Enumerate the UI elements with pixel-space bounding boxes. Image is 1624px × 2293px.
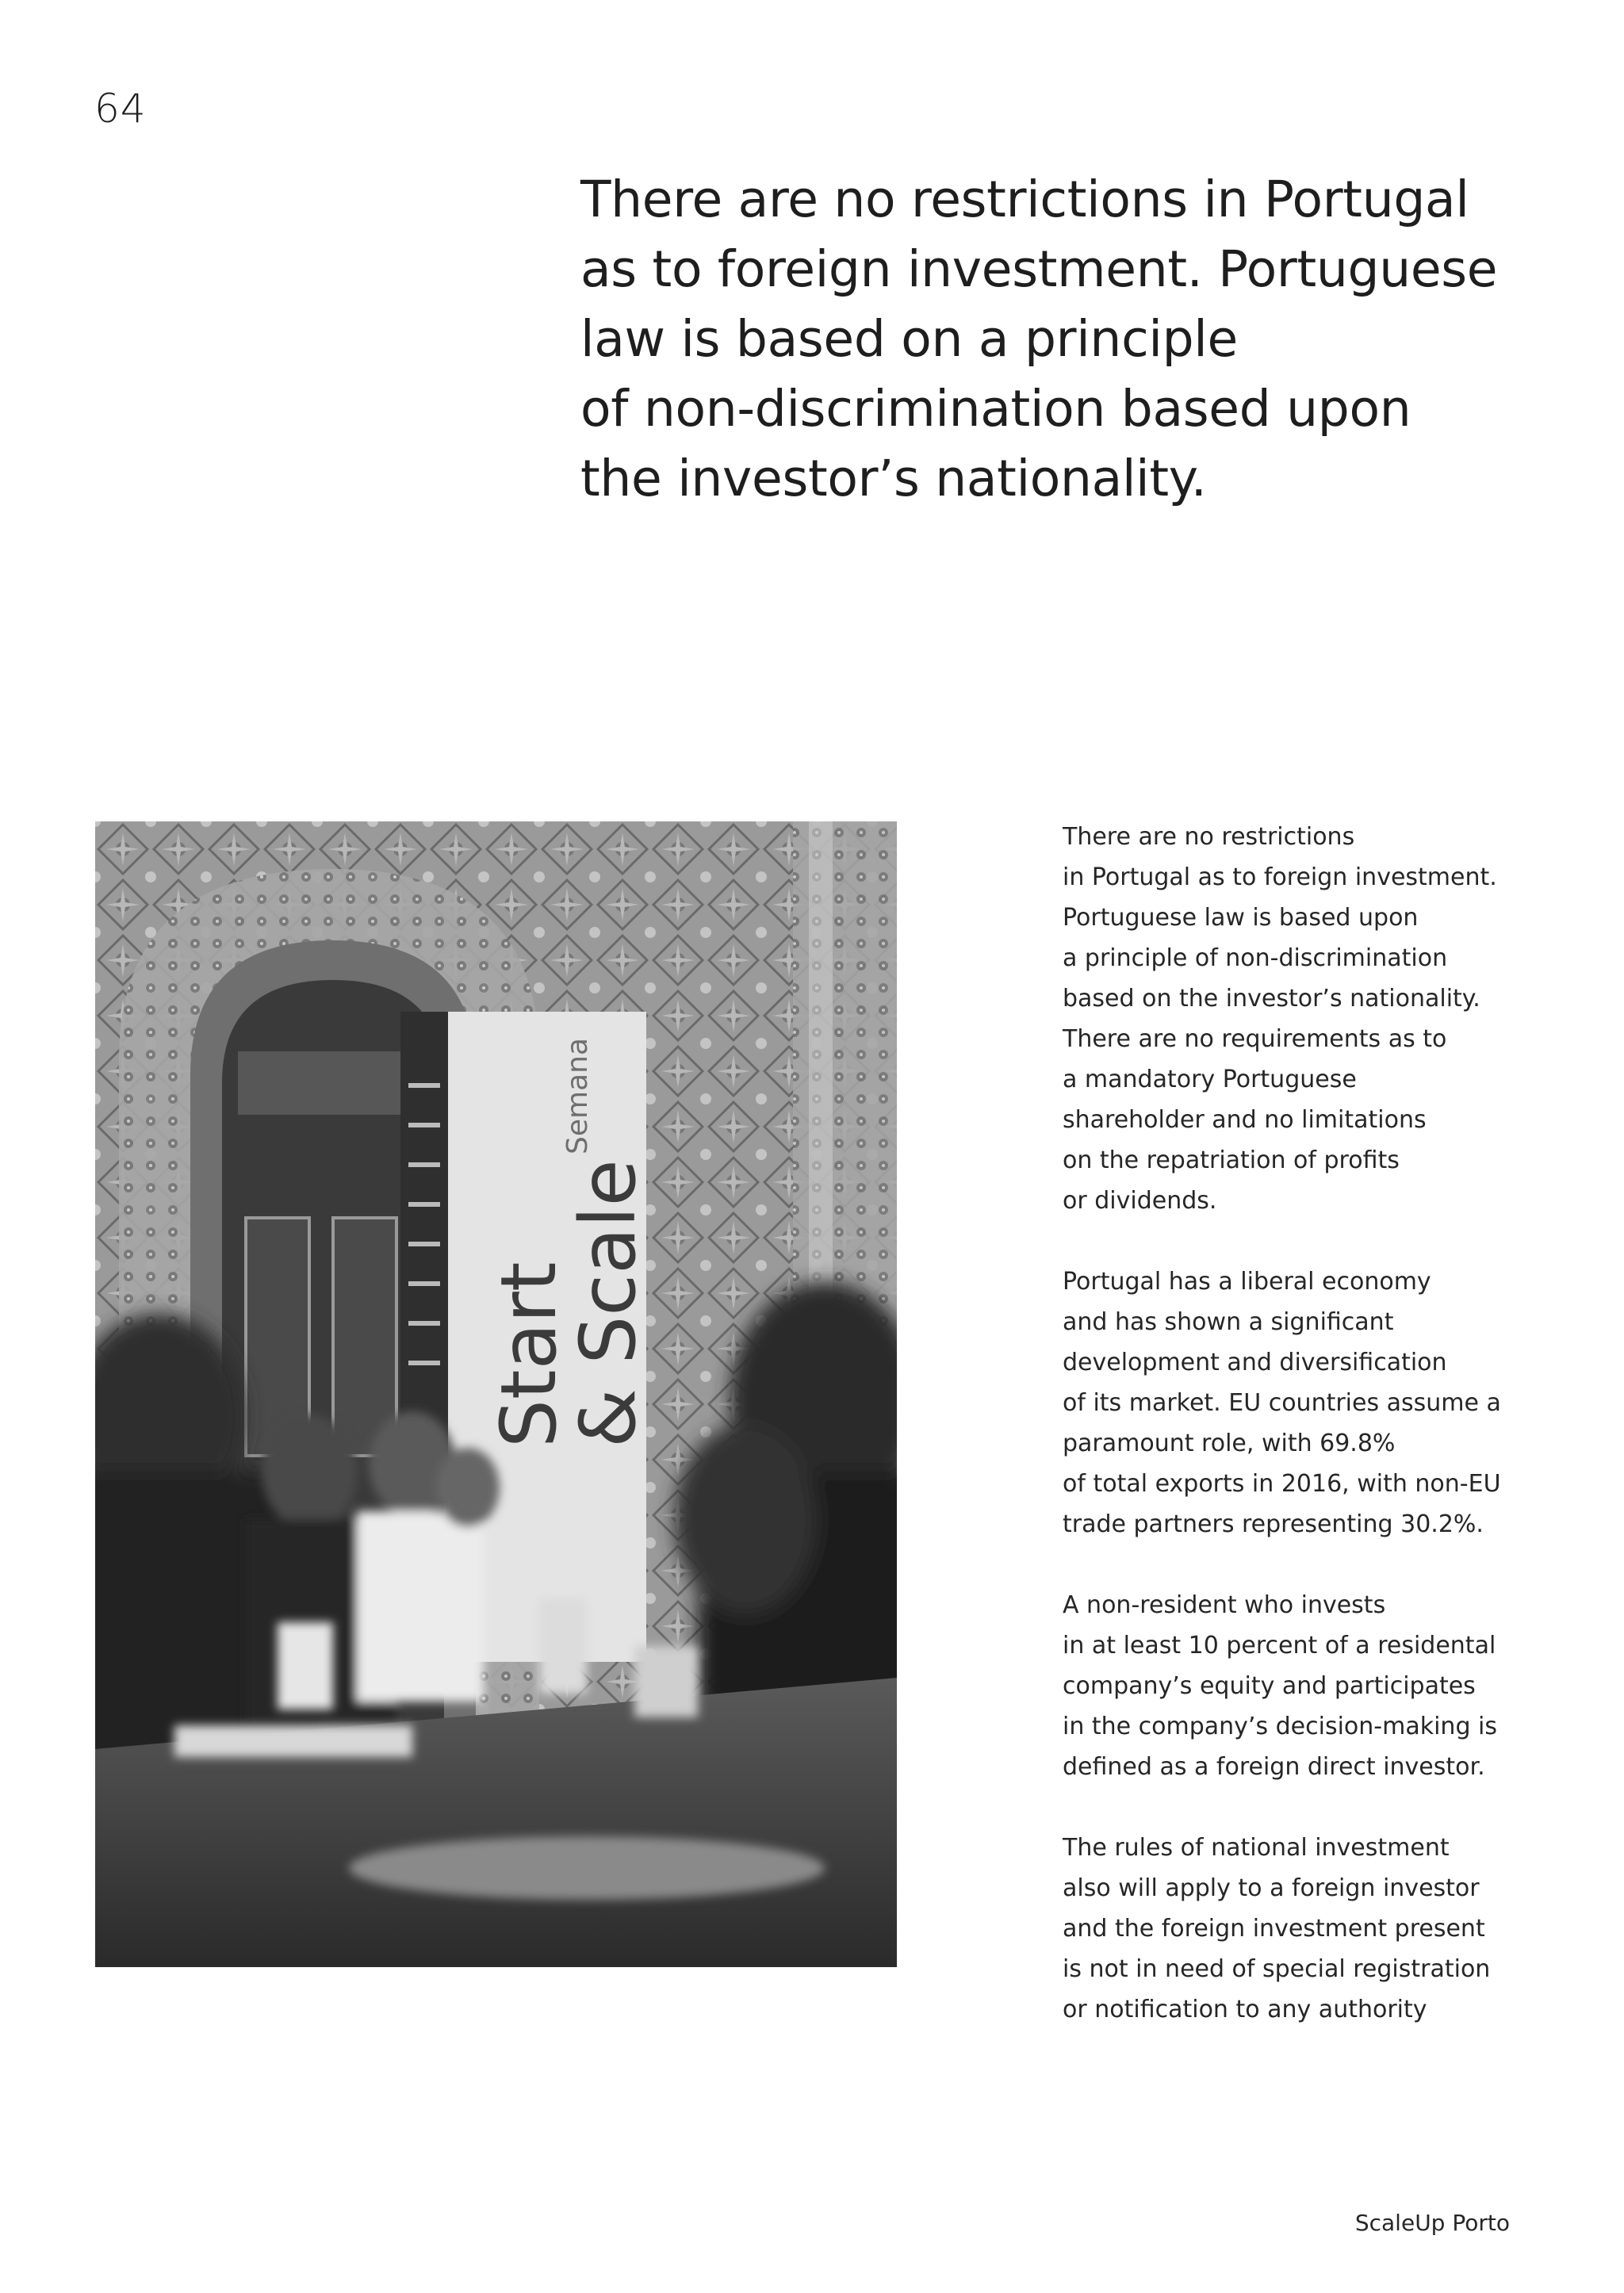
text-line: of total exports in 2016, with non-EU <box>1063 1470 1501 1498</box>
pull-quote-line: the investor’s nationality. <box>580 450 1207 507</box>
pull-quote-line: There are no restrictions in Portugal <box>580 170 1469 228</box>
text-line: The rules of national investment <box>1063 1834 1450 1862</box>
pull-quote <box>580 165 1532 514</box>
text-line: on the repatriation of profits <box>1063 1146 1400 1174</box>
text-line: and the foreign investment present <box>1063 1915 1485 1943</box>
pull-quote-line: law is based on a principle <box>580 310 1238 368</box>
text-line: a principle of non-discrimination <box>1063 944 1448 972</box>
text-line: of its market. EU countries assume a <box>1063 1389 1501 1417</box>
banner-small-text: Semana <box>561 1037 594 1154</box>
text-line: company’s equity and participates <box>1063 1672 1476 1700</box>
text-line: in Portugal as to foreign investment. <box>1063 863 1497 891</box>
paragraph <box>1063 1585 1554 1787</box>
text-line: is not in need of special registration <box>1063 1955 1491 1983</box>
pull-quote-line: as to foreign investment. Portuguese <box>580 240 1498 298</box>
text-line: or notification to any authority <box>1063 1996 1427 2023</box>
paragraph <box>1063 1261 1554 1545</box>
text-line: in at least 10 percent of a residental <box>1063 1632 1496 1659</box>
banner-main-text: Start <box>485 1261 573 1448</box>
page-number: 64 <box>94 86 147 132</box>
pull-quote-line: of non-discrimination based upon <box>580 380 1411 438</box>
text-line: a mandatory Portuguese <box>1063 1066 1357 1093</box>
text-line: Portugal has a liberal economy <box>1063 1268 1431 1296</box>
text-line: and has shown a significant <box>1063 1308 1394 1336</box>
text-line: defined as a foreign direct investor. <box>1063 1753 1485 1781</box>
text-line: There are no restrictions <box>1063 823 1355 851</box>
text-line: A non-resident who invests <box>1063 1591 1386 1619</box>
text-line: development and diversification <box>1063 1349 1447 1376</box>
body-text <box>1063 817 1554 2070</box>
text-line: based on the investor’s nationality. <box>1063 985 1480 1013</box>
text-line: There are no requirements as to <box>1063 1025 1447 1053</box>
text-line: shareholder and no limitations <box>1063 1106 1427 1134</box>
text-line: in the company’s decision-making is <box>1063 1713 1497 1740</box>
text-line: paramount role, with 69.8% <box>1063 1430 1396 1457</box>
event-photo <box>95 821 897 1967</box>
event-photo-illustration <box>95 821 897 1967</box>
text-line: trade partners representing 30.2%. <box>1063 1510 1484 1538</box>
text-line: Portuguese law is based upon <box>1063 904 1419 932</box>
paragraph <box>1063 817 1554 1221</box>
text-line: or dividends. <box>1063 1187 1217 1215</box>
paragraph <box>1063 1828 1554 2030</box>
banner-second-text: & Scale <box>564 1159 653 1448</box>
footer-brand: ScaleUp Porto <box>1354 2210 1510 2236</box>
text-line: also will apply to a foreign investor <box>1063 1874 1480 1902</box>
